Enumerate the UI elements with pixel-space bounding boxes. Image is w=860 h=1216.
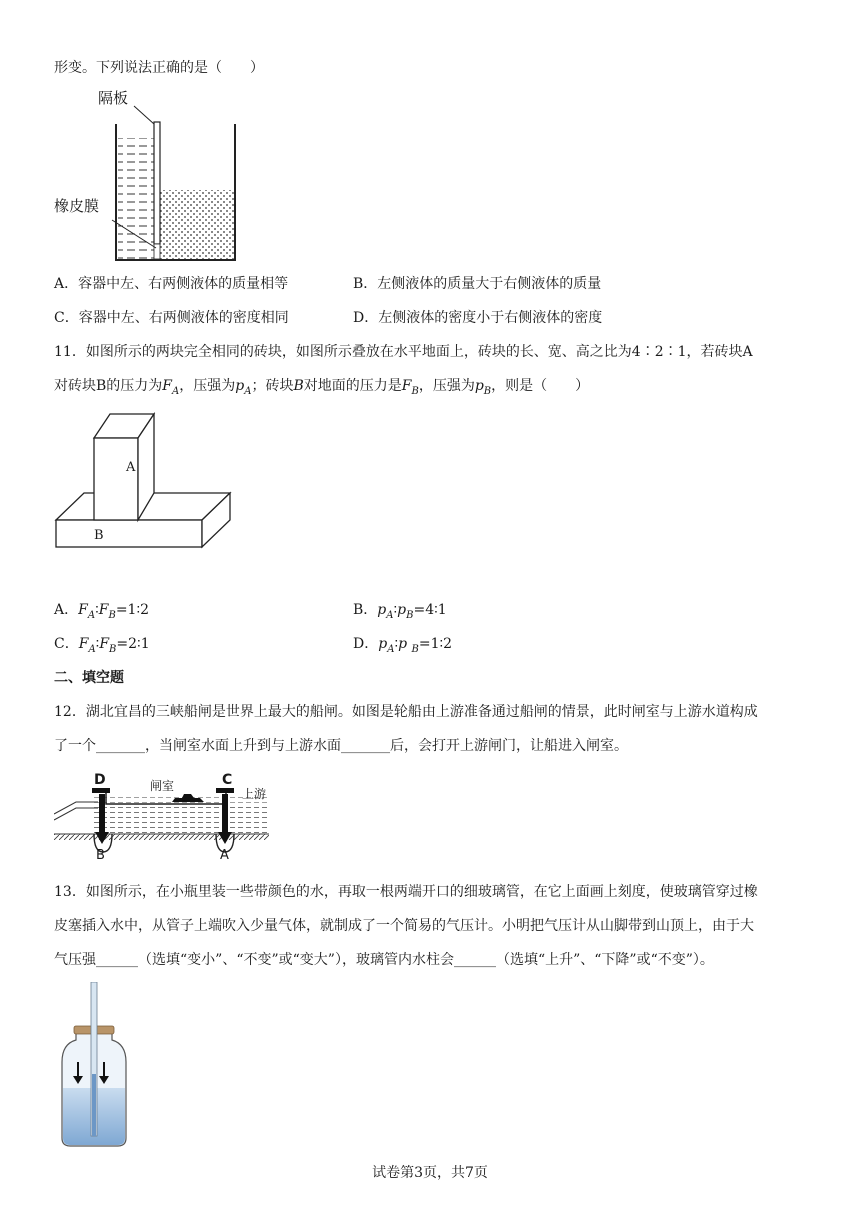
q10-figure [54,86,254,264]
q10-stem: 形变。下列说法正确的是（ ） [54,60,264,76]
q11-stem-line2: 对砖块B的压力为$F_A$，压强为$p_A$；砖块B对地面的压力是$F_B$，压强为$p_B$，则是（ ） [54,378,590,397]
q10-option-a: A．容器中左、右两侧液体的质量相等 [54,276,289,292]
q10-option-d: D．左侧液体的密度小于右侧液体的密度 [353,310,603,326]
label-membrane: 橡皮膜 [54,197,100,215]
section-title: 二、填空题 [54,670,124,686]
stacked-bricks-diagram [54,410,234,550]
q12-stem-line2: 了一个_______，当闸室水面上升到与上游水面_______后，会打开上游闸门，让船进入闸室。 [54,738,628,754]
q11-figure [54,410,234,550]
q12-stem-line1: 12．湖北宜昌的三峡船闸是世界上最大的船闸。如图是轮船由上游准备通过船闸的情景，此时闸室与上游水道构成 [54,704,758,720]
chamber-label: 闸室 [150,779,175,793]
valve-a-label: A [220,848,229,863]
label-partition: 隔板 [98,89,129,107]
q11-stem-line1: 11．如图所示的两块完全相同的砖块，如图所示叠放在水平地面上，砖块的长、宽、高之比为4∶2∶1，若砖块A [54,344,753,360]
q13-stem-line1: 13．如图所示，在小瓶里装一些带颜色的水，再取一根两端开口的细玻璃管，在它上面画上刻度，使玻璃管穿过橡 [54,884,758,900]
q11-option-c: C．$F_A∶F_B=2∶1$ [54,636,150,655]
q13-stem-line2: 皮塞插入水中，从管子上端吹入少量气体，就制成了一个简易的气压计。小明把气压计从山脚带到山顶上，由于大 [54,918,754,934]
partition-container-diagram [54,86,254,264]
q12-figure [54,770,274,866]
q13-stem-line3: 气压强______（选填“变小”、“不变”或“变大”），玻璃管内水柱会______（选填“上升”、“下降”或“不变”）。 [54,952,714,968]
q10-option-b: B．左侧液体的质量大于右侧液体的质量 [353,276,602,292]
q11-option-b: B．$p_A∶p_B=4∶1$ [353,602,447,621]
page-footer: 试卷第3页，共7页 [372,1165,488,1181]
brick-a-label: A [126,460,136,475]
barometer-bottle-diagram [58,982,138,1150]
brick-b-label: B [94,528,104,543]
q11-option-a: A．$F_A∶F_B=1∶2$ [54,602,150,621]
valve-b-label: B [96,848,105,863]
q10-option-c: C．容器中左、右两侧液体的密度相同 [54,310,289,326]
q11-option-d: D．$p_A∶p$ $_B$=1∶2 [353,636,453,655]
upstream-label: 上游 [242,787,267,801]
q13-figure [58,982,138,1150]
gate-d-label: D [94,772,106,788]
gate-c-label: C [222,772,233,788]
